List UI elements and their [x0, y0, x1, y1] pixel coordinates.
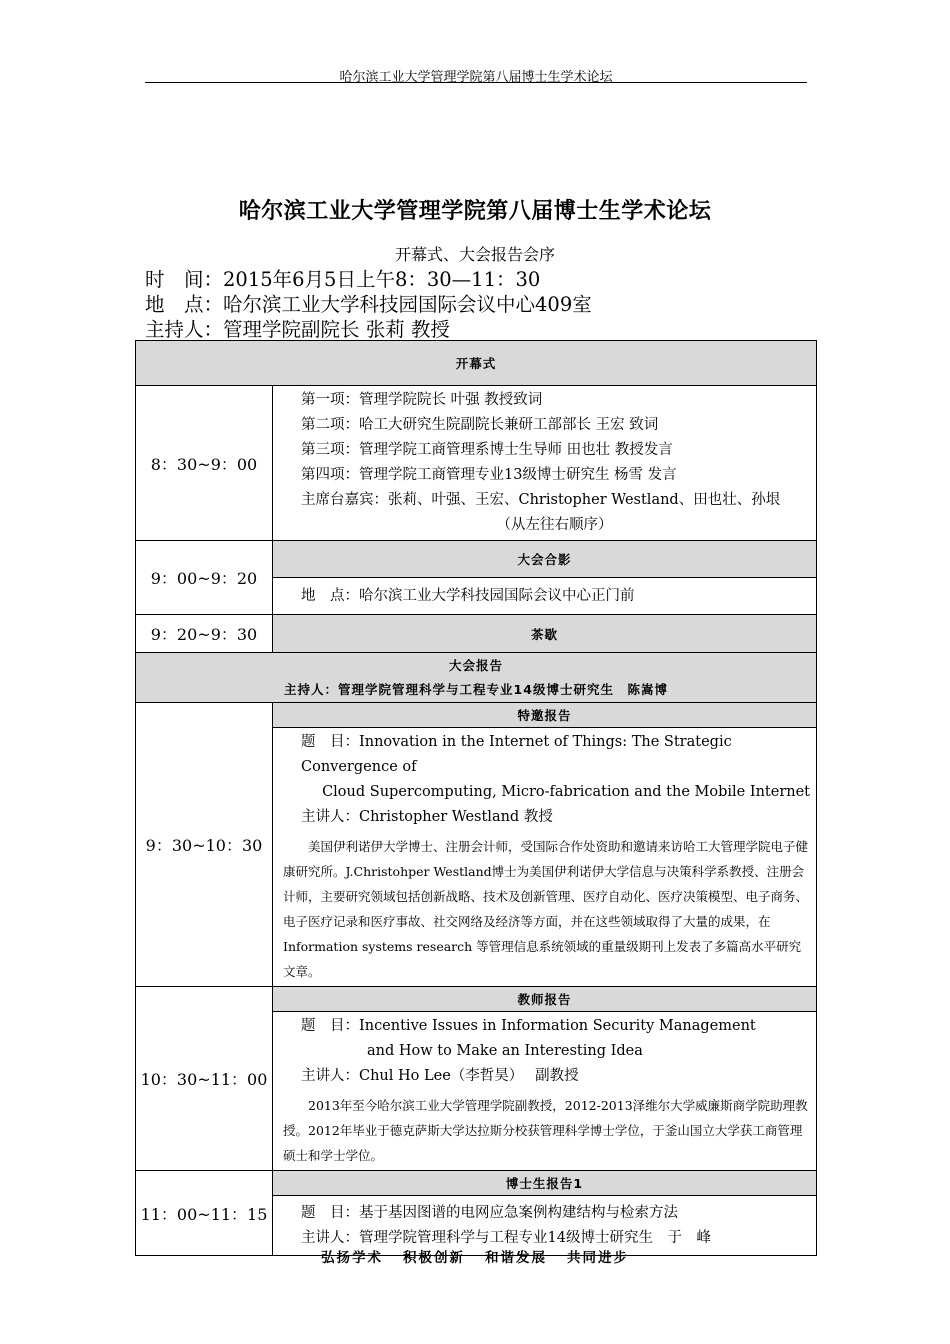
list-item: 主席台嘉宾：张莉、叶强、王宏、Christopher Westland、田也壮、孙垠: [301, 492, 781, 508]
slogan-1: 弘扬学术: [321, 1250, 383, 1266]
photo-location: 地 点：哈尔滨工业大学科技园国际会议中心正门前: [301, 587, 635, 604]
photo-header: 大会合影: [273, 541, 817, 578]
slogan-4: 共同进步: [567, 1250, 629, 1266]
table-row: [136, 987, 817, 1012]
slogan-3: 和谐发展: [485, 1250, 547, 1266]
faculty-details: [273, 1012, 817, 1171]
table-row: [136, 541, 817, 578]
plenary-host: 主持人：管理学院管理科学与工程专业14级博士研究生 陈嵩博: [284, 681, 668, 697]
seating-note: （从左往右顺序）: [496, 517, 613, 533]
table-row: [136, 341, 817, 386]
info-location-label: 地 点：: [145, 293, 224, 316]
info-host: [145, 314, 450, 342]
faculty-bio: 2013年至今哈尔滨工业大学管理学院副教授，2012-2013泽维尔大学威廉斯商学院助理教授。2012年毕业于德克萨斯大学达拉斯分校获管理科学博士学位，于釜山国立大学获工商管理硕士和学士学位。: [283, 1098, 808, 1163]
photo-location-cell: [273, 578, 817, 615]
info-time: [145, 264, 540, 292]
faculty-speaker: 主讲人：Chul Ho Lee（李哲昊） 副教授: [301, 1068, 579, 1084]
faculty-topic-line2: and How to Make an Interesting Idea: [367, 1043, 643, 1059]
info-location: [145, 289, 592, 317]
opening-time: 8：30~9：00: [136, 386, 273, 541]
schedule-table: [135, 340, 817, 1256]
break-header: 茶歇: [273, 615, 817, 653]
break-time: 9：20~9：30: [136, 615, 273, 653]
info-location-value: 哈尔滨工业大学科技园国际会议中心409室: [223, 293, 592, 316]
faculty-topic-line1: 题 目：Incentive Issues in Information Security Management: [301, 1018, 756, 1034]
info-time-label: 时 间：: [145, 268, 224, 291]
list-item: 第三项：管理学院工商管理系博士生导师 田也壮 教授发言: [301, 442, 673, 458]
plenary-header: 大会报告: [449, 657, 504, 673]
info-host-value: 管理学院副院长 张莉 教授: [223, 318, 450, 341]
footer-slogan: [0, 1246, 950, 1266]
slogan-2: 积极创新: [403, 1250, 465, 1266]
photo-time: 9：00~9：20: [136, 541, 273, 615]
plenary-header-cell: [136, 653, 817, 703]
faculty-header: 教师报告: [273, 987, 817, 1012]
faculty-time: 10：30~11：00: [136, 987, 273, 1171]
table-row: [136, 615, 817, 653]
table-row: [136, 703, 817, 728]
invited-time: 9：30~10：30: [136, 703, 273, 987]
invited-speaker: 主讲人：Christopher Westland 教授: [301, 809, 553, 825]
table-row: [136, 1171, 817, 1196]
invited-details: [273, 728, 817, 987]
table-row: [136, 386, 817, 541]
running-header: 哈尔滨工业大学管理学院第八届博士生学术论坛: [339, 70, 613, 85]
header-divider: [145, 82, 807, 83]
list-item: 第一项：管理学院院长 叶强 教授致词: [301, 392, 543, 408]
info-host-label: 主持人：: [145, 318, 224, 341]
invited-topic-line1: 题 目：Innovation in the Internet of Things: The Strategic Convergence of: [301, 734, 732, 775]
info-time-value: 2015年6月5日上午8：30—11：30: [223, 268, 541, 291]
table-row: [136, 653, 817, 703]
list-item: 第四项：管理学院工商管理专业13级博士研究生 杨雪 发言: [301, 467, 677, 483]
page-subtitle: 开幕式、大会报告会序: [394, 245, 555, 264]
page-title: 哈尔滨工业大学管理学院第八届博士生学术论坛: [238, 199, 712, 224]
list-item: 第二项：哈工大研究生院副院长兼研工部部长 王宏 致词: [301, 417, 659, 433]
phd-topic: 题 目：基于基因图谱的电网应急案例构建结构与检索方法: [301, 1204, 678, 1221]
opening-items: [273, 386, 817, 541]
invited-header: 特邀报告: [273, 703, 817, 728]
phd-speaker: 主讲人：管理学院管理科学与工程专业14级博士研究生 于 峰: [301, 1229, 711, 1246]
phd-time: 11：00~11：15: [136, 1171, 273, 1256]
invited-bio: 美国伊利诺伊大学博士、注册会计师，受国际合作处资助和邀请来访哈工大管理学院电子健康研究所。J.Christohper Westland博士为美国伊利诺伊大学信息与决策科学系教授、注册会计师，主要研究领域包括创新战略、技术及创新管理、医疗自动化、医疗决策模型、电子商务、电子医疗记录和医疗事故、社交网络及经济等方面，并在这些领域取得了大量的成果，在 Information systems research 等管理信息系统领域的重量级期刊上发表了多篇高水平研究文章。: [283, 839, 809, 979]
phd-header: 博士生报告1: [273, 1171, 817, 1196]
invited-topic-line2: Cloud Supercomputing, Micro-fabrication and the Mobile Internet: [322, 784, 811, 800]
opening-header: 开幕式: [136, 341, 817, 386]
